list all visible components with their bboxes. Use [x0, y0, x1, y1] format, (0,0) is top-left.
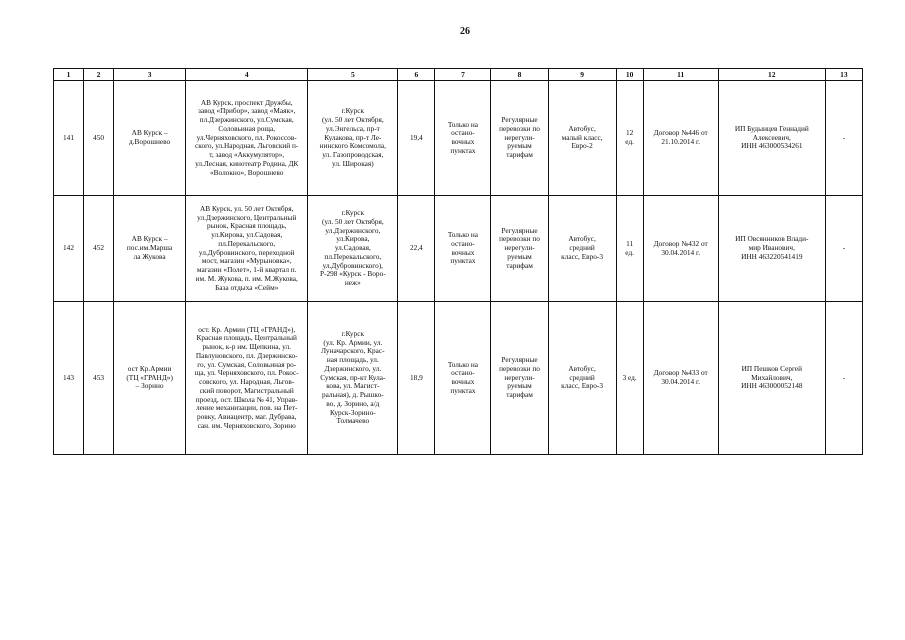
page-number: 26 [460, 26, 470, 37]
row-number-cell: 142 [54, 196, 84, 302]
header-cell-4: 4 [186, 69, 308, 81]
stops-cell: АВ Курск, ул. 50 лет Октября, ул.Дзержинского, Центральный рынок, Красная площадь, ул.Кирова, ул.Садовая, пл.Перекальского, ул.Дубровинского, переходной мост, магазин «Мурыновка», магазин «Полет», 1-й квартал п. им. М. Жукова, п. им. М.Жукова, База отдыха «Сейм» [186, 196, 308, 302]
header-cell-11: 11 [643, 69, 718, 81]
route-name-cell: ост Кр.Армии (ТЦ «ГРАНД») – Зорино [114, 302, 186, 455]
stops-cell: АВ Курск, проспект Дружбы, завод «Прибор», завод «Маяк», пл.Дзержинского, ул.Сумская, Соловьиная роща, ул.Черняховского, пл. Рокоссов- ского, ул.Народная, Льговский п- т, завод «Аккумулятор», ул.Лесная, кинотеатр Родина, ДК «Волокно», Ворошнево [186, 81, 308, 196]
vehicle-count-cell: 11 ед. [616, 196, 643, 302]
stops-cell: ост. Кр. Армии (ТЦ «ГРАНД»), Красная площадь, Центральный рынок, к-р им. Щепкина, ул. Павлуновского, пл. Дзержинско- го, ул. Сумская, Соловьиная ро- ща, ул. Черняховского, пл. Рокос- совского, ул. Народная, Льгов- ский поворот, Магистральный проезд, ост. Школа № 41, Управ- ление механизации, пов. на Пет- ровку, Авиацентр, маг. Дубрава, сан. им. Черняховского, Зорино [186, 302, 308, 455]
transport-type-cell: Регулярные перевозки по нерегули- руемым тарифам [491, 81, 548, 196]
row-number-cell: 143 [54, 302, 84, 455]
vehicle-count-cell: 3 ед. [616, 302, 643, 455]
route-name-cell: АВ Курск – пос.им.Марша ла Жукова [114, 196, 186, 302]
routes-table [53, 68, 863, 455]
streets-cell: г.Курск (ул. Кр. Армии, ул. Луначарского, Крас- ная площадь, ул. Дзержинского, ул. Сумская, пр-кт Кула- кова, ул. Магист- ральная), д. Рышко- во, д. Зорино, а/д Курск-Зорино- Толмачево [308, 302, 398, 455]
header-cell-7: 7 [435, 69, 491, 81]
header-cell-13: 13 [825, 69, 862, 81]
header-cell-1: 1 [54, 69, 84, 81]
header-cell-12: 12 [718, 69, 825, 81]
streets-cell: г.Курск (ул. 50 лет Октября, ул.Дзержинского, ул.Кирова, ул.Садовая, пл.Перекальского, ул.Дубровинского), Р-298 «Курск - Воро- неж» [308, 196, 398, 302]
transport-type-cell: Регулярные перевозки по нерегули- руемым тарифам [491, 302, 548, 455]
route-number-cell: 452 [84, 196, 114, 302]
boarding-order-cell: Только на остано- вочных пунктах [435, 302, 491, 455]
route-name-cell: АВ Курск – д.Ворошнево [114, 81, 186, 196]
notes-cell: - [825, 81, 862, 196]
header-cell-8: 8 [491, 69, 548, 81]
length-cell: 22,4 [398, 196, 435, 302]
header-cell-9: 9 [548, 69, 616, 81]
notes-cell: - [825, 302, 862, 455]
contract-cell: Договор №446 от 21.10.2014 г. [643, 81, 718, 196]
header-cell-10: 10 [616, 69, 643, 81]
vehicle-count-cell: 12 ед. [616, 81, 643, 196]
contract-cell: Договор №432 от 30.04.2014 г. [643, 196, 718, 302]
carrier-cell: ИП Будынцев Геннадий Алексеевич, ИНН 463000534261 [718, 81, 825, 196]
route-number-cell: 450 [84, 81, 114, 196]
notes-cell: - [825, 196, 862, 302]
table-row [54, 196, 863, 302]
streets-cell: г.Курск (ул. 50 лет Октября, ул.Энгельса, пр-т Кулакова, пр-т Ле- нинского Комсомола, ул. Газопроводская, ул. Широкая) [308, 81, 398, 196]
vehicle-class-cell: Автобус, средний класс, Евро-3 [548, 196, 616, 302]
vehicle-class-cell: Автобус, малый класс, Евро-2 [548, 81, 616, 196]
route-number-cell: 453 [84, 302, 114, 455]
header-cell-6: 6 [398, 69, 435, 81]
header-row [54, 69, 863, 81]
length-cell: 18,9 [398, 302, 435, 455]
carrier-cell: ИП Пешков Сергей Михайлович, ИНН 463000052148 [718, 302, 825, 455]
boarding-order-cell: Только на остано- вочных пунктах [435, 196, 491, 302]
transport-type-cell: Регулярные перевозки по нерегули- руемым тарифам [491, 196, 548, 302]
header-cell-3: 3 [114, 69, 186, 81]
vehicle-class-cell: Автобус, средний класс, Евро-3 [548, 302, 616, 455]
contract-cell: Договор №433 от 30.04.2014 г. [643, 302, 718, 455]
boarding-order-cell: Только на остано- вочных пунктах [435, 81, 491, 196]
header-cell-2: 2 [84, 69, 114, 81]
table-row [54, 302, 863, 455]
length-cell: 19,4 [398, 81, 435, 196]
table-row [54, 81, 863, 196]
carrier-cell: ИП Овсянников Влади- мир Иванович, ИНН 463220541419 [718, 196, 825, 302]
row-number-cell: 141 [54, 81, 84, 196]
header-cell-5: 5 [308, 69, 398, 81]
